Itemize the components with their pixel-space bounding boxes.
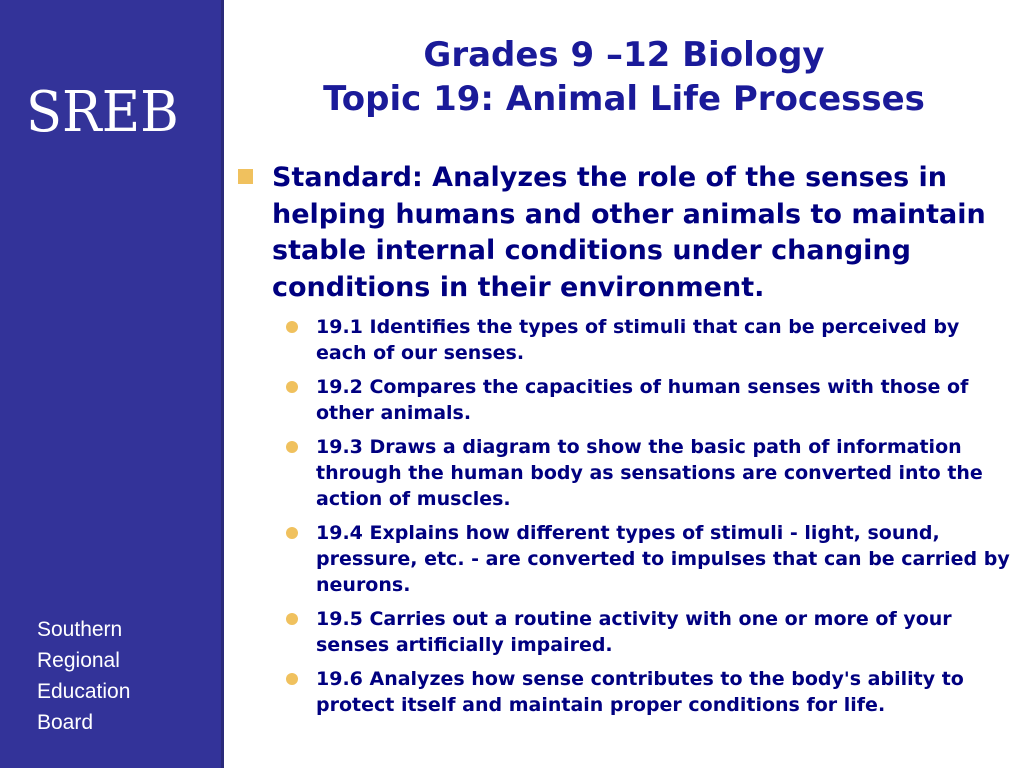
standard-bullet [236,160,1016,306]
list-item-text: 19.6 Analyzes how sense contributes to the body's ability to protect itself and maintain proper conditions for life. [316,668,964,716]
list-item-text: 19.5 Carries out a routine activity with one or more of your senses artificially impaired. [316,608,952,656]
list-item-text: 19.4 Explains how different types of stimuli - light, sound, pressure, etc. - are converted to impulses that can be carried by neurons. [316,522,1010,596]
list-item-text: 19.2 Compares the capacities of human senses with those of other animals. [316,376,969,424]
square-bullet-icon [238,169,253,184]
title-line-topic: Topic 19: Animal Life Processes [323,79,925,119]
organization-name [37,614,130,738]
list-item-text: 19.3 Draws a diagram to show the basic path of information through the human body as sensations are converted into the action of muscles. [316,436,983,510]
slide-title [224,33,1024,121]
org-line: Education [37,680,131,703]
circle-bullet-icon [286,321,298,333]
list-item [316,374,1016,426]
sreb-logo: SREB [26,80,179,145]
list-item [316,606,1016,658]
circle-bullet-icon [286,613,298,625]
list-item [316,520,1016,598]
sidebar [0,0,224,768]
list-item [316,314,1016,366]
list-item [316,434,1016,512]
title-line-grades: Grades 9 –12 Biology [423,35,825,75]
standard-text: Standard: Analyzes the role of the senses in helping humans and other animals to maintain stable internal conditions under changing conditions in their environment. [272,162,986,303]
list-item-text: 19.1 Identifies the types of stimuli that can be perceived by each of our senses. [316,316,960,364]
list-item [316,666,1016,718]
slide-content [236,160,1016,726]
org-line: Regional [37,649,120,672]
org-line: Board [37,711,94,734]
sub-bullet-list [236,314,1016,718]
circle-bullet-icon [286,527,298,539]
circle-bullet-icon [286,673,298,685]
circle-bullet-icon [286,441,298,453]
circle-bullet-icon [286,381,298,393]
org-line: Southern [37,618,123,641]
